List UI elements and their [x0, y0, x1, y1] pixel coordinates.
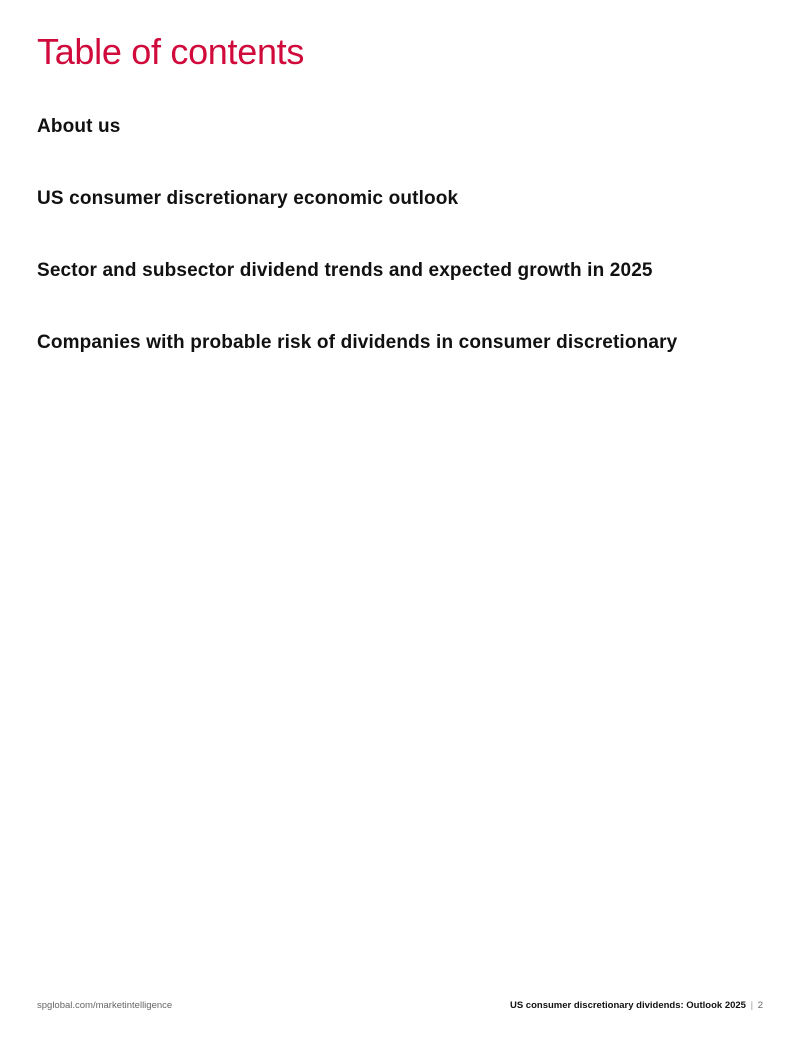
footer-right-block [510, 998, 763, 1014]
page-footer [37, 998, 763, 1014]
table-of-contents [37, 114, 677, 402]
toc-item-economic-outlook[interactable]: US consumer discretionary economic outlook [37, 188, 459, 209]
footer-url-link[interactable]: spglobal.com/marketintelligence [37, 1000, 173, 1011]
toc-item-about-us[interactable]: About us [37, 116, 121, 137]
toc-item-dividend-risk[interactable]: Companies with probable risk of dividends in consumer discretionary [37, 332, 678, 353]
footer-document-title: US consumer discretionary dividends: Outlook 2025 [509, 1000, 746, 1011]
toc-item-dividend-trends[interactable]: Sector and subsector dividend trends and expected growth in 2025 [37, 260, 653, 281]
page-title: Table of contents [37, 31, 305, 72]
footer-page-number: 2 [757, 1000, 763, 1011]
footer-separator: | [750, 1000, 754, 1011]
